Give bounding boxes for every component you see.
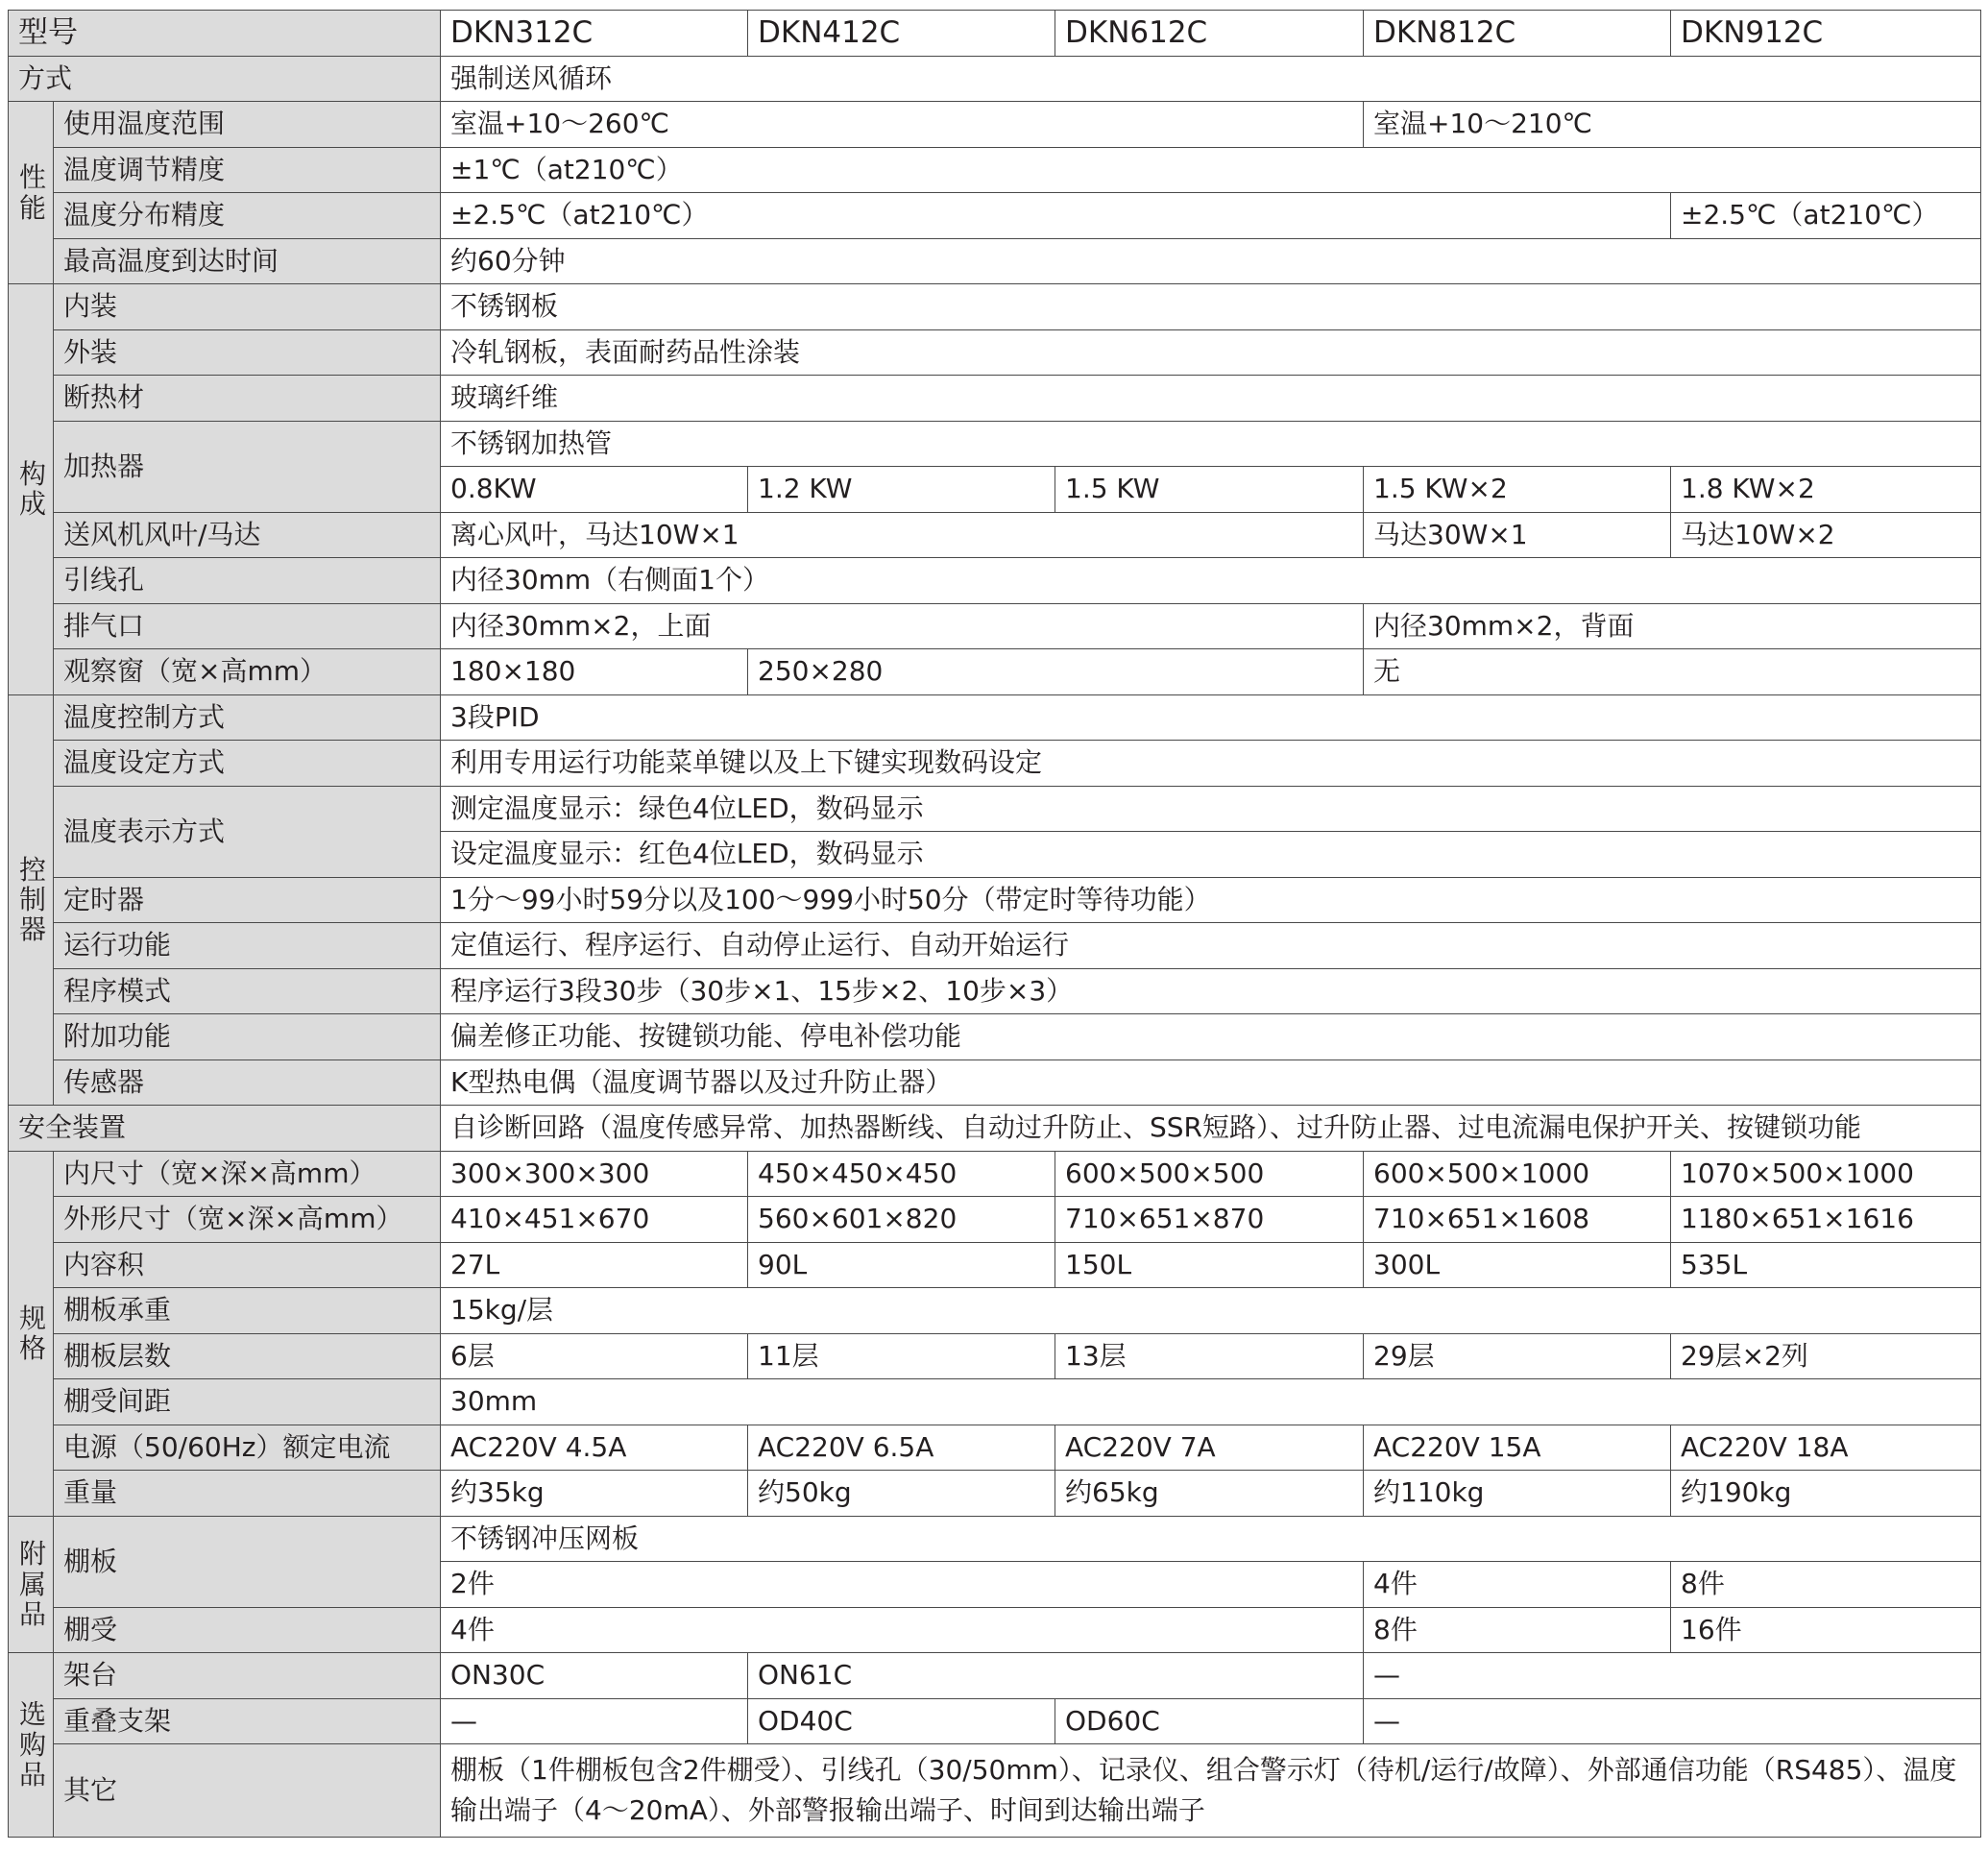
row-label: 温度调节精度 (54, 147, 441, 193)
row-label: 程序模式 (54, 968, 441, 1014)
row-label: 传感器 (54, 1059, 441, 1106)
cell-value: ±2.5℃（at210℃） (1671, 193, 1981, 239)
section-options: 选购品 (9, 1653, 54, 1838)
run-function-row (9, 923, 1981, 969)
row-label: 最高温度到达时间 (54, 238, 441, 284)
cell-value: 410×451×670 (441, 1197, 748, 1243)
cell-value: 自诊断回路（温度传感异常、加热器断线、自动过升防止、SSR短路）、过升防止器、过电流漏电保护开关、按键锁功能 (441, 1106, 1981, 1152)
header-row (9, 11, 1981, 57)
exterior-row (9, 329, 1981, 376)
section-performance: 性能 (9, 102, 54, 284)
row-label: 引线孔 (54, 558, 441, 604)
fan-row (9, 512, 1981, 558)
cell-value: 8件 (1364, 1607, 1671, 1653)
model-name: DKN312C (441, 11, 748, 57)
cell-value: 8件 (1671, 1562, 1981, 1608)
cell-value: 1070×500×1000 (1671, 1151, 1981, 1197)
cell-value: ON30C (441, 1653, 748, 1699)
cell-value: AC220V 7A (1055, 1425, 1364, 1471)
display-method-row (9, 786, 1981, 832)
cell-value: 450×450×450 (748, 1151, 1055, 1197)
cell-value: ±1℃（at210℃） (441, 147, 1981, 193)
safety-label: 安全装置 (9, 1106, 441, 1152)
cell-value: 16件 (1671, 1607, 1981, 1653)
cell-value: AC220V 6.5A (748, 1425, 1055, 1471)
cell-value: 玻璃纤维 (441, 376, 1981, 422)
cell-value: 150L (1055, 1242, 1364, 1288)
row-label: 送风机风叶/马达 (54, 512, 441, 558)
cell-value: 300×300×300 (441, 1151, 748, 1197)
temp-precision-row (9, 147, 1981, 193)
row-label: 内装 (54, 284, 441, 330)
row-label: 其它 (54, 1744, 441, 1838)
row-label: 棚板承重 (54, 1288, 441, 1334)
cell-value: ON61C (748, 1653, 1364, 1699)
stand-row (9, 1653, 1981, 1699)
row-label: 重叠支架 (54, 1698, 441, 1744)
shelf-bracket-row (9, 1607, 1981, 1653)
cell-value: — (1364, 1698, 1981, 1744)
cell-value: 约35kg (441, 1471, 748, 1517)
cell-value: 马达10W×2 (1671, 512, 1981, 558)
cell-value: 180×180 (441, 649, 748, 695)
cell-value: 1分～99小时59分以及100～999小时50分（带定时等待功能） (441, 877, 1981, 923)
cell-value: 11层 (748, 1333, 1055, 1379)
row-label: 外形尺寸（宽×深×高mm） (54, 1197, 441, 1243)
cell-value: 内径30mm×2，上面 (441, 603, 1364, 649)
row-label: 内尺寸（宽×深×高mm） (54, 1151, 441, 1197)
cell-value: OD40C (748, 1698, 1055, 1744)
shelf-type-row (9, 1516, 1981, 1562)
cell-value: OD60C (1055, 1698, 1364, 1744)
cell-value: 29层 (1364, 1333, 1671, 1379)
cell-value: 1.2 KW (748, 467, 1055, 513)
temp-distribution-row (9, 193, 1981, 239)
program-mode-row (9, 968, 1981, 1014)
cell-value: 偏差修正功能、按键锁功能、停电补偿功能 (441, 1014, 1981, 1060)
row-label: 使用温度范围 (54, 102, 441, 148)
model-name: DKN812C (1364, 11, 1671, 57)
cell-value: 1180×651×1616 (1671, 1197, 1981, 1243)
cell-value: 300L (1364, 1242, 1671, 1288)
heater-row (9, 421, 1981, 467)
max-temp-time-row (9, 238, 1981, 284)
row-label: 温度表示方式 (54, 786, 441, 877)
row-label: 排气口 (54, 603, 441, 649)
cell-value: 15kg/层 (441, 1288, 1981, 1334)
row-label: 棚受间距 (54, 1379, 441, 1425)
row-label: 外装 (54, 329, 441, 376)
cell-value: 离心风叶，马达10W×1 (441, 512, 1364, 558)
cell-value: 535L (1671, 1242, 1981, 1288)
cell-value: — (1364, 1653, 1981, 1699)
cell-value: 室温+10～210℃ (1364, 102, 1981, 148)
cell-value: 90L (748, 1242, 1055, 1288)
cell-value: K型热电偶（温度调节器以及过升防止器） (441, 1059, 1981, 1106)
cell-value: 3段PID (441, 694, 1981, 741)
cell-value: 560×601×820 (748, 1197, 1055, 1243)
cell-value: 600×500×500 (1055, 1151, 1364, 1197)
cell-value: AC220V 4.5A (441, 1425, 748, 1471)
cell-value: 内径30mm×2，背面 (1364, 603, 1981, 649)
row-label: 附加功能 (54, 1014, 441, 1060)
shelf-load-row (9, 1288, 1981, 1334)
section-specs: 规格 (9, 1151, 54, 1516)
cell-value: 250×280 (748, 649, 1364, 695)
row-label: 棚板层数 (54, 1333, 441, 1379)
cell-value: ±2.5℃（at210℃） (441, 193, 1671, 239)
cell-value: 约65kg (1055, 1471, 1364, 1517)
cable-hole-row (9, 558, 1981, 604)
cell-value: 定值运行、程序运行、自动停止运行、自动开始运行 (441, 923, 1981, 969)
cell-value: — (441, 1698, 748, 1744)
shelf-pitch-row (9, 1379, 1981, 1425)
timer-row (9, 877, 1981, 923)
temp-range-row (9, 102, 1981, 148)
section-construction: 构成 (9, 284, 54, 695)
cell-value: AC220V 18A (1671, 1425, 1981, 1471)
row-label: 运行功能 (54, 923, 441, 969)
cell-value: 1.5 KW (1055, 467, 1364, 513)
exhaust-row (9, 603, 1981, 649)
stacking-row (9, 1698, 1981, 1744)
model-name: DKN412C (748, 11, 1055, 57)
row-label: 棚板 (54, 1516, 441, 1607)
window-row (9, 649, 1981, 695)
cell-value: 30mm (441, 1379, 1981, 1425)
cell-value: 710×651×870 (1055, 1197, 1364, 1243)
cell-value: 600×500×1000 (1364, 1151, 1671, 1197)
cell-value: 约190kg (1671, 1471, 1981, 1517)
cell-value: 不锈钢冲压网板 (441, 1516, 1981, 1562)
cell-value: 2件 (441, 1562, 1364, 1608)
spec-sheet (8, 10, 1980, 1838)
cell-value: 不锈钢板 (441, 284, 1981, 330)
cell-value: 1.5 KW×2 (1364, 467, 1671, 513)
power-row (9, 1425, 1981, 1471)
method-value: 强制送风循环 (441, 56, 1981, 102)
cell-value: 利用专用运行功能菜单键以及上下键实现数码设定 (441, 741, 1981, 787)
cell-value: 710×651×1608 (1364, 1197, 1671, 1243)
cell-value: 马达30W×1 (1364, 512, 1671, 558)
cell-value: 约110kg (1364, 1471, 1671, 1517)
cell-value: 4件 (441, 1607, 1364, 1653)
outer-size-row (9, 1197, 1981, 1243)
setting-method-row (9, 741, 1981, 787)
cell-value: 4件 (1364, 1562, 1671, 1608)
interior-row (9, 284, 1981, 330)
section-accessories: 附属品 (9, 1516, 54, 1653)
model-label: 型号 (9, 11, 441, 57)
volume-row (9, 1242, 1981, 1288)
cell-value: 测定温度显示：绿色4位LED，数码显示 (441, 786, 1981, 832)
cell-value: 冷轧钢板，表面耐药品性涂装 (441, 329, 1981, 376)
row-label: 定时器 (54, 877, 441, 923)
cell-value: AC220V 15A (1364, 1425, 1671, 1471)
model-name: DKN612C (1055, 11, 1364, 57)
inner-size-row (9, 1151, 1981, 1197)
cell-value: 1.8 KW×2 (1671, 467, 1981, 513)
weight-row (9, 1471, 1981, 1517)
section-controller: 控制器 (9, 694, 54, 1106)
row-label: 棚受 (54, 1607, 441, 1653)
model-name: DKN912C (1671, 11, 1981, 57)
safety-row (9, 1106, 1981, 1152)
cell-value: 设定温度显示：红色4位LED，数码显示 (441, 832, 1981, 878)
row-label: 观察窗（宽×高mm） (54, 649, 441, 695)
control-method-row (9, 694, 1981, 741)
cell-value: 6层 (441, 1333, 748, 1379)
row-label: 内容积 (54, 1242, 441, 1288)
cell-value: 13层 (1055, 1333, 1364, 1379)
cell-value: 不锈钢加热管 (441, 421, 1981, 467)
row-label: 温度设定方式 (54, 741, 441, 787)
cell-value: 29层×2列 (1671, 1333, 1981, 1379)
insulation-row (9, 376, 1981, 422)
row-label: 温度控制方式 (54, 694, 441, 741)
cell-value: 无 (1364, 649, 1981, 695)
cell-value: 约60分钟 (441, 238, 1981, 284)
row-label: 重量 (54, 1471, 441, 1517)
row-label: 断热材 (54, 376, 441, 422)
method-label: 方式 (9, 56, 441, 102)
row-label: 电源（50/60Hz）额定电流 (54, 1425, 441, 1471)
cell-value: 室温+10～260℃ (441, 102, 1364, 148)
cell-value: 内径30mm（右侧面1个） (441, 558, 1981, 604)
other-row (9, 1744, 1981, 1838)
shelf-levels-row (9, 1333, 1981, 1379)
sensor-row (9, 1059, 1981, 1106)
extra-function-row (9, 1014, 1981, 1060)
row-label: 加热器 (54, 421, 441, 512)
row-label: 温度分布精度 (54, 193, 441, 239)
cell-value: 约50kg (748, 1471, 1055, 1517)
cell-value: 程序运行3段30步（30步×1、15步×2、10步×3） (441, 968, 1981, 1014)
row-label: 架台 (54, 1653, 441, 1699)
cell-value: 27L (441, 1242, 748, 1288)
spec-table (8, 10, 1981, 1838)
cell-value: 0.8KW (441, 467, 748, 513)
method-row (9, 56, 1981, 102)
cell-value: 棚板（1件棚板包含2件棚受）、引线孔（30/50mm）、记录仪、组合警示灯（待机/运行/故障）、外部通信功能（RS485）、温度输出端子（4～20mA）、外部警报输出端子、时间到达输出端子 (441, 1744, 1981, 1838)
